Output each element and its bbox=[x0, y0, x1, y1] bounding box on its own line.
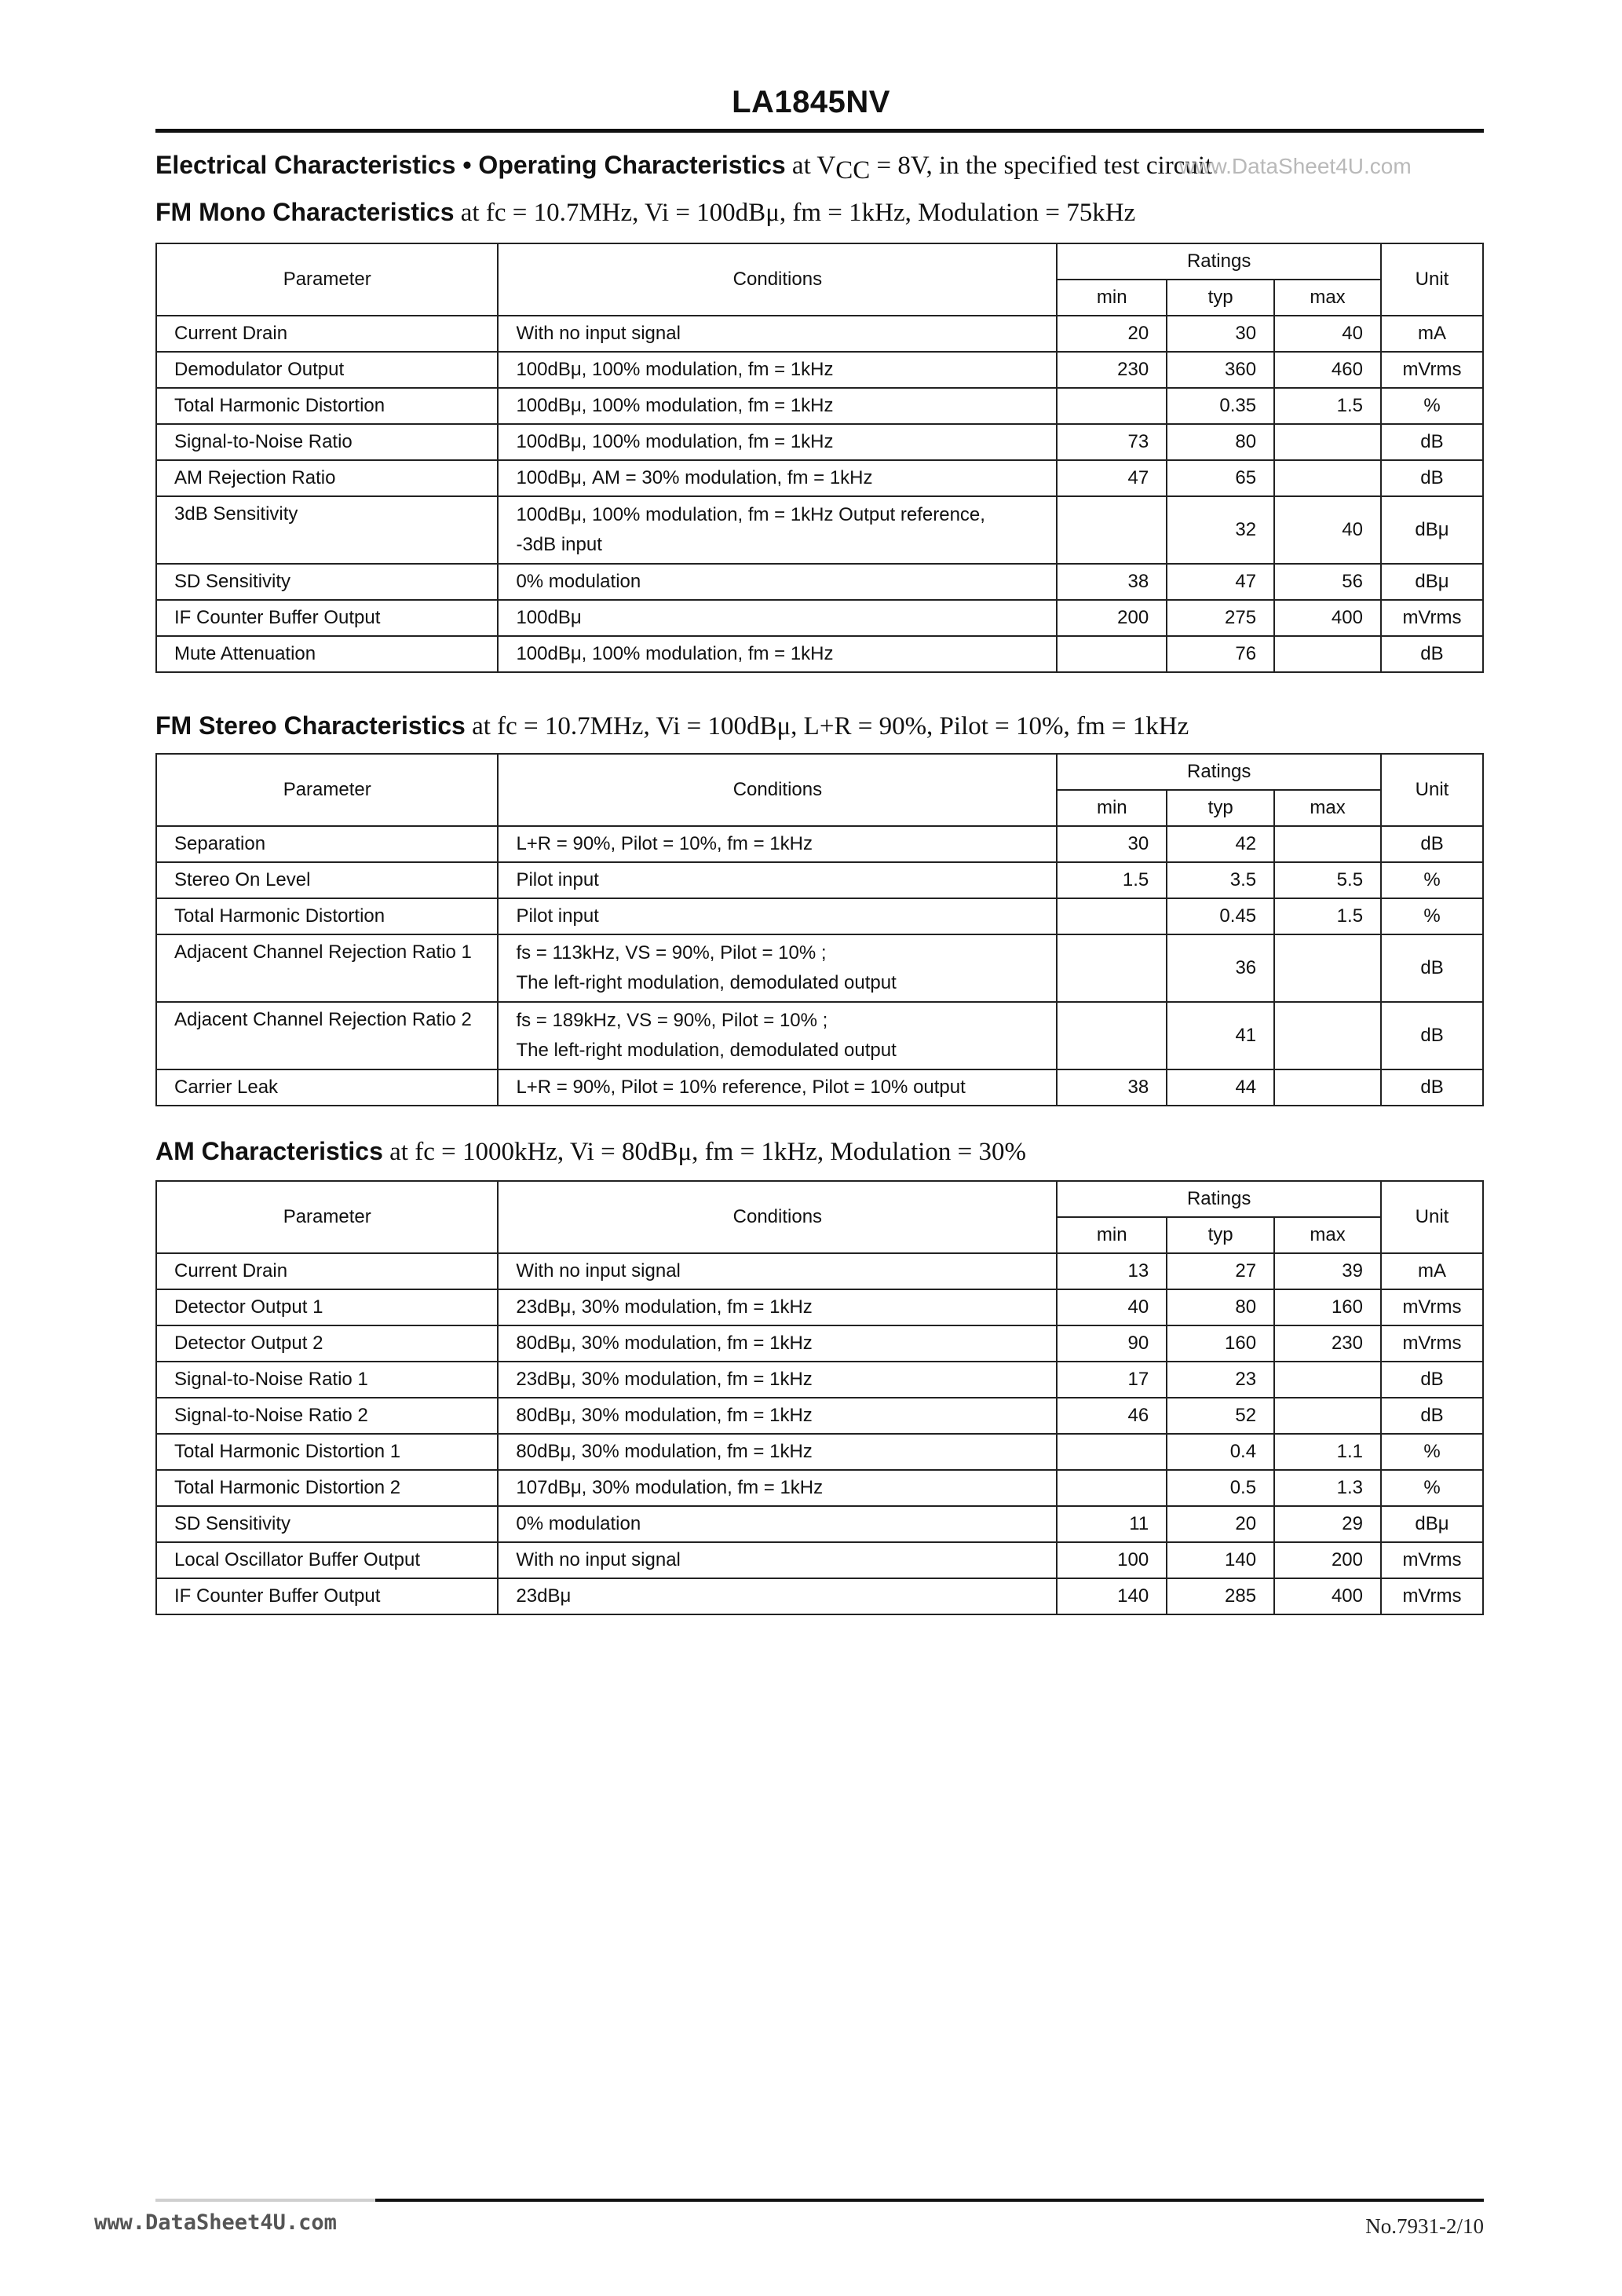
table-row bbox=[156, 1542, 1483, 1578]
cell-typ: 160 bbox=[1167, 1325, 1274, 1362]
cell-min: 90 bbox=[1057, 1325, 1167, 1362]
cell-max bbox=[1274, 934, 1381, 1002]
cell-unit: dB bbox=[1381, 1069, 1483, 1106]
cell-conditions bbox=[498, 1002, 1057, 1069]
cell-max bbox=[1274, 1398, 1381, 1434]
cell-max: 1.5 bbox=[1274, 388, 1381, 424]
table-row bbox=[156, 1325, 1483, 1362]
table-row bbox=[156, 636, 1483, 672]
col-min: min bbox=[1057, 790, 1167, 826]
cell-max: 460 bbox=[1274, 352, 1381, 388]
cell-unit: dB bbox=[1381, 636, 1483, 672]
cell-conditions: 100dBμ bbox=[498, 600, 1057, 636]
watermark: www.DataSheet4U.com bbox=[1179, 154, 1412, 178]
cell-max: 5.5 bbox=[1274, 862, 1381, 898]
col-conditions: Conditions bbox=[498, 243, 1057, 316]
cell-min: 40 bbox=[1057, 1289, 1167, 1325]
col-typ: typ bbox=[1167, 790, 1274, 826]
cell-conditions: 0% modulation bbox=[498, 564, 1057, 600]
conditions-line-2: The left-right modulation, demodulated output bbox=[516, 972, 897, 993]
cell-conditions: 107dBμ, 30% modulation, fm = 1kHz bbox=[498, 1470, 1057, 1506]
table-row bbox=[156, 1002, 1483, 1069]
cell-max bbox=[1274, 460, 1381, 496]
cell-unit: dB bbox=[1381, 1002, 1483, 1069]
cell-min bbox=[1057, 1434, 1167, 1470]
table-row bbox=[156, 1470, 1483, 1506]
cell-max: 200 bbox=[1274, 1542, 1381, 1578]
col-min: min bbox=[1057, 1217, 1167, 1253]
page-title: LA1845NV bbox=[732, 85, 890, 119]
cell-parameter: Signal-to-Noise Ratio bbox=[156, 424, 498, 460]
col-typ: typ bbox=[1167, 1217, 1274, 1253]
cell-conditions: Pilot input bbox=[498, 898, 1057, 934]
col-conditions: Conditions bbox=[498, 754, 1057, 826]
cell-unit: mA bbox=[1381, 1253, 1483, 1289]
cell-max bbox=[1274, 1362, 1381, 1398]
col-max: max bbox=[1274, 790, 1381, 826]
footer-site-link[interactable]: www.DataSheet4U.com bbox=[94, 2210, 337, 2235]
cell-max: 160 bbox=[1274, 1289, 1381, 1325]
cell-unit: mVrms bbox=[1381, 352, 1483, 388]
cell-typ: 65 bbox=[1167, 460, 1274, 496]
conditions-line-2: The left-right modulation, demodulated output bbox=[516, 1040, 897, 1061]
col-ratings: Ratings bbox=[1057, 1181, 1381, 1217]
cell-max: 29 bbox=[1274, 1506, 1381, 1542]
cell-typ: 23 bbox=[1167, 1362, 1274, 1398]
cell-conditions: 0% modulation bbox=[498, 1506, 1057, 1542]
cell-max bbox=[1274, 1069, 1381, 1106]
table-row bbox=[156, 388, 1483, 424]
cell-typ: 44 bbox=[1167, 1069, 1274, 1106]
cell-typ: 0.35 bbox=[1167, 388, 1274, 424]
cell-typ: 0.5 bbox=[1167, 1470, 1274, 1506]
title-rule bbox=[155, 129, 1484, 133]
cell-unit: % bbox=[1381, 862, 1483, 898]
cell-parameter: SD Sensitivity bbox=[156, 1506, 498, 1542]
cell-parameter: IF Counter Buffer Output bbox=[156, 1578, 498, 1614]
cell-parameter: Carrier Leak bbox=[156, 1069, 498, 1106]
cell-min: 11 bbox=[1057, 1506, 1167, 1542]
cell-max bbox=[1274, 826, 1381, 862]
cell-min: 13 bbox=[1057, 1253, 1167, 1289]
conditions-line-2: -3dB input bbox=[516, 534, 602, 555]
cell-max: 39 bbox=[1274, 1253, 1381, 1289]
cell-conditions: 80dBμ, 30% modulation, fm = 1kHz bbox=[498, 1434, 1057, 1470]
cell-max bbox=[1274, 1002, 1381, 1069]
col-ratings: Ratings bbox=[1057, 754, 1381, 790]
table-row bbox=[156, 1434, 1483, 1470]
cell-unit: dBμ bbox=[1381, 496, 1483, 564]
cell-parameter: Total Harmonic Distortion 2 bbox=[156, 1470, 498, 1506]
cell-conditions: 100dBμ, 100% modulation, fm = 1kHz bbox=[498, 352, 1057, 388]
cell-parameter: Local Oscillator Buffer Output bbox=[156, 1542, 498, 1578]
cell-unit: % bbox=[1381, 1470, 1483, 1506]
cell-typ: 76 bbox=[1167, 636, 1274, 672]
cell-min: 140 bbox=[1057, 1578, 1167, 1614]
cell-min: 230 bbox=[1057, 352, 1167, 388]
cell-unit: mVrms bbox=[1381, 600, 1483, 636]
cell-typ: 0.4 bbox=[1167, 1434, 1274, 1470]
cell-min: 100 bbox=[1057, 1542, 1167, 1578]
am-title: AM Characteristics bbox=[155, 1137, 383, 1165]
cell-unit: % bbox=[1381, 1434, 1483, 1470]
am-table bbox=[155, 1180, 1484, 1615]
cell-min: 20 bbox=[1057, 316, 1167, 352]
cell-min bbox=[1057, 636, 1167, 672]
cell-unit: mA bbox=[1381, 316, 1483, 352]
cell-unit: dB bbox=[1381, 934, 1483, 1002]
col-min: min bbox=[1057, 280, 1167, 316]
col-parameter: Parameter bbox=[156, 754, 498, 826]
cell-typ: 52 bbox=[1167, 1398, 1274, 1434]
conditions-line-1: fs = 113kHz, VS = 90%, Pilot = 10% ; bbox=[516, 942, 827, 963]
cell-parameter: Signal-to-Noise Ratio 2 bbox=[156, 1398, 498, 1434]
cell-unit: dB bbox=[1381, 1398, 1483, 1434]
fm-stereo-heading bbox=[155, 710, 1189, 742]
cell-unit: % bbox=[1381, 388, 1483, 424]
cell-conditions: With no input signal bbox=[498, 1542, 1057, 1578]
cell-unit: dB bbox=[1381, 424, 1483, 460]
cell-unit: dBμ bbox=[1381, 564, 1483, 600]
cell-max: 230 bbox=[1274, 1325, 1381, 1362]
cell-typ: 27 bbox=[1167, 1253, 1274, 1289]
cell-min bbox=[1057, 496, 1167, 564]
col-parameter: Parameter bbox=[156, 243, 498, 316]
cell-unit: dBμ bbox=[1381, 1506, 1483, 1542]
fm-stereo-conditions: at fc = 10.7MHz, Vi = 100dBμ, L+R = 90%, Pilot = 10%, fm = 1kHz bbox=[465, 712, 1189, 740]
cell-unit: dB bbox=[1381, 826, 1483, 862]
col-ratings: Ratings bbox=[1057, 243, 1381, 280]
cell-parameter: Current Drain bbox=[156, 1253, 498, 1289]
cell-min: 46 bbox=[1057, 1398, 1167, 1434]
cell-typ: 36 bbox=[1167, 934, 1274, 1002]
cell-max bbox=[1274, 424, 1381, 460]
cell-conditions: 80dBμ, 30% modulation, fm = 1kHz bbox=[498, 1325, 1057, 1362]
am-rows bbox=[156, 1253, 1483, 1614]
cell-typ: 32 bbox=[1167, 496, 1274, 564]
cell-typ: 80 bbox=[1167, 1289, 1274, 1325]
cell-parameter: Stereo On Level bbox=[156, 862, 498, 898]
cell-conditions: 100dBμ, 100% modulation, fm = 1kHz bbox=[498, 424, 1057, 460]
cell-parameter: Separation bbox=[156, 826, 498, 862]
footer-doc-number: No.7931-2/10 bbox=[1365, 2214, 1484, 2238]
cell-typ: 47 bbox=[1167, 564, 1274, 600]
cell-conditions: 80dBμ, 30% modulation, fm = 1kHz bbox=[498, 1398, 1057, 1434]
table-row bbox=[156, 1289, 1483, 1325]
cell-typ: 30 bbox=[1167, 316, 1274, 352]
cell-parameter: IF Counter Buffer Output bbox=[156, 600, 498, 636]
cell-conditions: With no input signal bbox=[498, 316, 1057, 352]
cell-min bbox=[1057, 898, 1167, 934]
cell-parameter: Adjacent Channel Rejection Ratio 2 bbox=[156, 1002, 498, 1069]
main-heading bbox=[155, 149, 1218, 186]
table-row bbox=[156, 460, 1483, 496]
cell-max: 1.3 bbox=[1274, 1470, 1381, 1506]
cell-min bbox=[1057, 1470, 1167, 1506]
table-row bbox=[156, 424, 1483, 460]
cell-unit: mVrms bbox=[1381, 1289, 1483, 1325]
main-heading-suffix: = 8V, in the specified test circuit. bbox=[870, 152, 1219, 180]
cell-conditions bbox=[498, 934, 1057, 1002]
cell-parameter: SD Sensitivity bbox=[156, 564, 498, 600]
cell-conditions: 23dBμ, 30% modulation, fm = 1kHz bbox=[498, 1362, 1057, 1398]
footer-rule bbox=[375, 2199, 1484, 2202]
cell-conditions: L+R = 90%, Pilot = 10%, fm = 1kHz bbox=[498, 826, 1057, 862]
cell-max: 400 bbox=[1274, 600, 1381, 636]
cell-min bbox=[1057, 934, 1167, 1002]
cell-parameter: Mute Attenuation bbox=[156, 636, 498, 672]
cell-parameter: Current Drain bbox=[156, 316, 498, 352]
col-parameter: Parameter bbox=[156, 1181, 498, 1253]
cell-conditions: 100dBμ, 100% modulation, fm = 1kHz bbox=[498, 636, 1057, 672]
cell-conditions bbox=[498, 496, 1057, 564]
table-row bbox=[156, 862, 1483, 898]
col-unit: Unit bbox=[1381, 754, 1483, 826]
table-row bbox=[156, 496, 1483, 564]
cell-max: 40 bbox=[1274, 316, 1381, 352]
table-row bbox=[156, 600, 1483, 636]
main-heading-prefix: at V bbox=[785, 152, 836, 180]
fm-mono-heading bbox=[155, 196, 1135, 229]
cell-min: 73 bbox=[1057, 424, 1167, 460]
main-heading-bold: Electrical Characteristics • Operating Characteristics bbox=[155, 151, 786, 179]
cell-min: 1.5 bbox=[1057, 862, 1167, 898]
fm-stereo-title: FM Stereo Characteristics bbox=[155, 711, 466, 740]
cell-typ: 360 bbox=[1167, 352, 1274, 388]
cell-min: 30 bbox=[1057, 826, 1167, 862]
table-row bbox=[156, 898, 1483, 934]
fm-mono-title: FM Mono Characteristics bbox=[155, 198, 455, 226]
cell-conditions: 23dBμ, 30% modulation, fm = 1kHz bbox=[498, 1289, 1057, 1325]
fm-stereo-table bbox=[155, 753, 1484, 1106]
cell-conditions: L+R = 90%, Pilot = 10% reference, Pilot = 10% output bbox=[498, 1069, 1057, 1106]
cell-unit: % bbox=[1381, 898, 1483, 934]
table-row bbox=[156, 352, 1483, 388]
col-conditions: Conditions bbox=[498, 1181, 1057, 1253]
cell-parameter: Total Harmonic Distortion bbox=[156, 388, 498, 424]
cell-unit: dB bbox=[1381, 460, 1483, 496]
cell-typ: 140 bbox=[1167, 1542, 1274, 1578]
table-row bbox=[156, 1253, 1483, 1289]
cell-conditions: 100dBμ, AM = 30% modulation, fm = 1kHz bbox=[498, 460, 1057, 496]
cell-parameter: Adjacent Channel Rejection Ratio 1 bbox=[156, 934, 498, 1002]
cell-min bbox=[1057, 388, 1167, 424]
cell-max: 400 bbox=[1274, 1578, 1381, 1614]
cell-conditions: Pilot input bbox=[498, 862, 1057, 898]
main-heading-sub: CC bbox=[835, 156, 871, 185]
col-unit: Unit bbox=[1381, 243, 1483, 316]
col-max: max bbox=[1274, 1217, 1381, 1253]
table-row bbox=[156, 316, 1483, 352]
col-unit: Unit bbox=[1381, 1181, 1483, 1253]
cell-parameter: Detector Output 2 bbox=[156, 1325, 498, 1362]
cell-parameter: 3dB Sensitivity bbox=[156, 496, 498, 564]
table-row bbox=[156, 564, 1483, 600]
cell-max: 56 bbox=[1274, 564, 1381, 600]
cell-typ: 285 bbox=[1167, 1578, 1274, 1614]
cell-max bbox=[1274, 636, 1381, 672]
cell-min: 47 bbox=[1057, 460, 1167, 496]
table-row bbox=[156, 1362, 1483, 1398]
cell-typ: 41 bbox=[1167, 1002, 1274, 1069]
cell-conditions: 23dBμ bbox=[498, 1578, 1057, 1614]
cell-typ: 275 bbox=[1167, 600, 1274, 636]
table-row bbox=[156, 1069, 1483, 1106]
cell-typ: 3.5 bbox=[1167, 862, 1274, 898]
cell-unit: mVrms bbox=[1381, 1578, 1483, 1614]
col-max: max bbox=[1274, 280, 1381, 316]
cell-typ: 42 bbox=[1167, 826, 1274, 862]
cell-conditions: With no input signal bbox=[498, 1253, 1057, 1289]
cell-min: 17 bbox=[1057, 1362, 1167, 1398]
cell-min: 38 bbox=[1057, 1069, 1167, 1106]
fm-stereo-rows bbox=[156, 826, 1483, 1106]
table-row bbox=[156, 826, 1483, 862]
cell-min: 200 bbox=[1057, 600, 1167, 636]
cell-parameter: Signal-to-Noise Ratio 1 bbox=[156, 1362, 498, 1398]
am-heading bbox=[155, 1135, 1026, 1168]
fm-mono-table bbox=[155, 243, 1484, 673]
table-row bbox=[156, 1506, 1483, 1542]
cell-parameter: AM Rejection Ratio bbox=[156, 460, 498, 496]
cell-min: 38 bbox=[1057, 564, 1167, 600]
cell-parameter: Detector Output 1 bbox=[156, 1289, 498, 1325]
conditions-line-1: 100dBμ, 100% modulation, fm = 1kHz Output reference, bbox=[516, 504, 985, 525]
cell-parameter: Total Harmonic Distortion bbox=[156, 898, 498, 934]
cell-unit: dB bbox=[1381, 1362, 1483, 1398]
table-row bbox=[156, 934, 1483, 1002]
conditions-line-1: fs = 189kHz, VS = 90%, Pilot = 10% ; bbox=[516, 1010, 828, 1031]
cell-typ: 20 bbox=[1167, 1506, 1274, 1542]
cell-max: 40 bbox=[1274, 496, 1381, 564]
cell-typ: 80 bbox=[1167, 424, 1274, 460]
col-typ: typ bbox=[1167, 280, 1274, 316]
cell-typ: 0.45 bbox=[1167, 898, 1274, 934]
cell-min bbox=[1057, 1002, 1167, 1069]
table-row bbox=[156, 1398, 1483, 1434]
cell-unit: mVrms bbox=[1381, 1542, 1483, 1578]
cell-max: 1.1 bbox=[1274, 1434, 1381, 1470]
am-conditions: at fc = 1000kHz, Vi = 80dBμ, fm = 1kHz, Modulation = 30% bbox=[382, 1138, 1027, 1166]
cell-max: 1.5 bbox=[1274, 898, 1381, 934]
cell-unit: mVrms bbox=[1381, 1325, 1483, 1362]
footer-rule-left bbox=[155, 2199, 375, 2202]
table-row bbox=[156, 1578, 1483, 1614]
cell-parameter: Total Harmonic Distortion 1 bbox=[156, 1434, 498, 1470]
fm-mono-conditions: at fc = 10.7MHz, Vi = 100dBμ, fm = 1kHz, Modulation = 75kHz bbox=[454, 199, 1136, 227]
cell-conditions: 100dBμ, 100% modulation, fm = 1kHz bbox=[498, 388, 1057, 424]
fm-mono-rows bbox=[156, 316, 1483, 672]
cell-parameter: Demodulator Output bbox=[156, 352, 498, 388]
